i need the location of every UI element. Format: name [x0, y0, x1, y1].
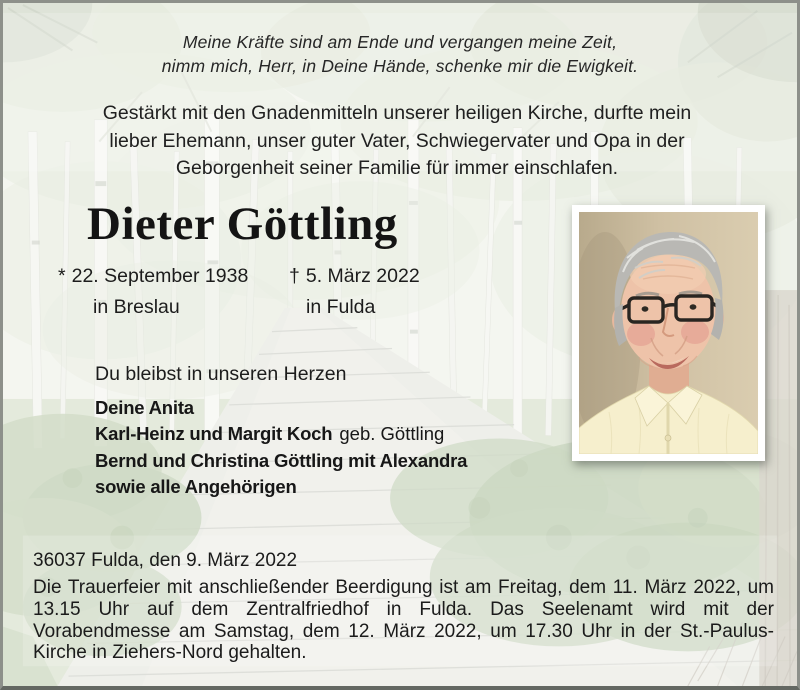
deceased-name: Dieter Göttling [87, 198, 398, 250]
remembrance-line: Du bleibst in unseren Herzen [95, 363, 347, 385]
death-place: in Fulda [306, 296, 376, 318]
intro-line-1: Gestärkt mit den Gnadenmitteln unserer heiligen Kirche, durfte mein [102, 102, 692, 124]
birth-place: in Breslau [93, 296, 180, 318]
intro-line-2: lieber Ehemann, unser guter Vater, Schwiegervater und Opa in der [109, 129, 685, 152]
mourner-line: Karl-Heinz und Margit Koch geb. Göttling [95, 423, 445, 445]
funeral-announcement: Die Trauerfeier mit anschließender Beerdigung ist am Freitag, dem 11. März 2022, um 13.15 Uhr auf dem Zentralfriedhof in Fulda. Das Seelenamt wird mit der Vorabendmesse am Samstag, dem 12. März 2022, um 17.30 Uhr in der St.-Paulus-Kirche in Ziehers-Nord gehalten. [33, 577, 774, 664]
mourner-line: Bernd und Christina Göttling mit Alexandra [95, 449, 468, 471]
intro-paragraph [3, 100, 791, 183]
mourner-line: Deine Anita [95, 397, 194, 418]
quote-line-1: Meine Kräfte sind am Ende und vergangen meine Zeit, [182, 32, 618, 52]
death-cross-symbol: † [289, 265, 300, 287]
intro-line-3: Geborgenheit seiner Familie für immer einschlafen. [175, 157, 619, 179]
city-dateline: 36037 Fulda, den 9. März 2022 [33, 550, 298, 571]
mourners-list [95, 395, 474, 500]
death-date-line [289, 261, 420, 292]
birth-star-symbol: * [58, 265, 66, 287]
death-date: 5. März 2022 [305, 265, 420, 287]
left-eye [642, 306, 649, 311]
mourner-line: sowie alle Angehörigen [95, 475, 297, 497]
birth-date: 22. September 1938 [71, 265, 249, 287]
portrait-photo-art [579, 212, 758, 454]
shirt-button [665, 435, 671, 441]
birth-dates [58, 261, 248, 323]
portrait-photo [572, 205, 765, 461]
opening-quote [3, 30, 797, 78]
right-eye [690, 304, 697, 309]
death-dates [289, 261, 420, 323]
quote-line-2: nimm mich, Herr, in Deine Hände, schenke mir die Ewigkeit. [161, 56, 639, 76]
birth-date-line [58, 261, 248, 292]
